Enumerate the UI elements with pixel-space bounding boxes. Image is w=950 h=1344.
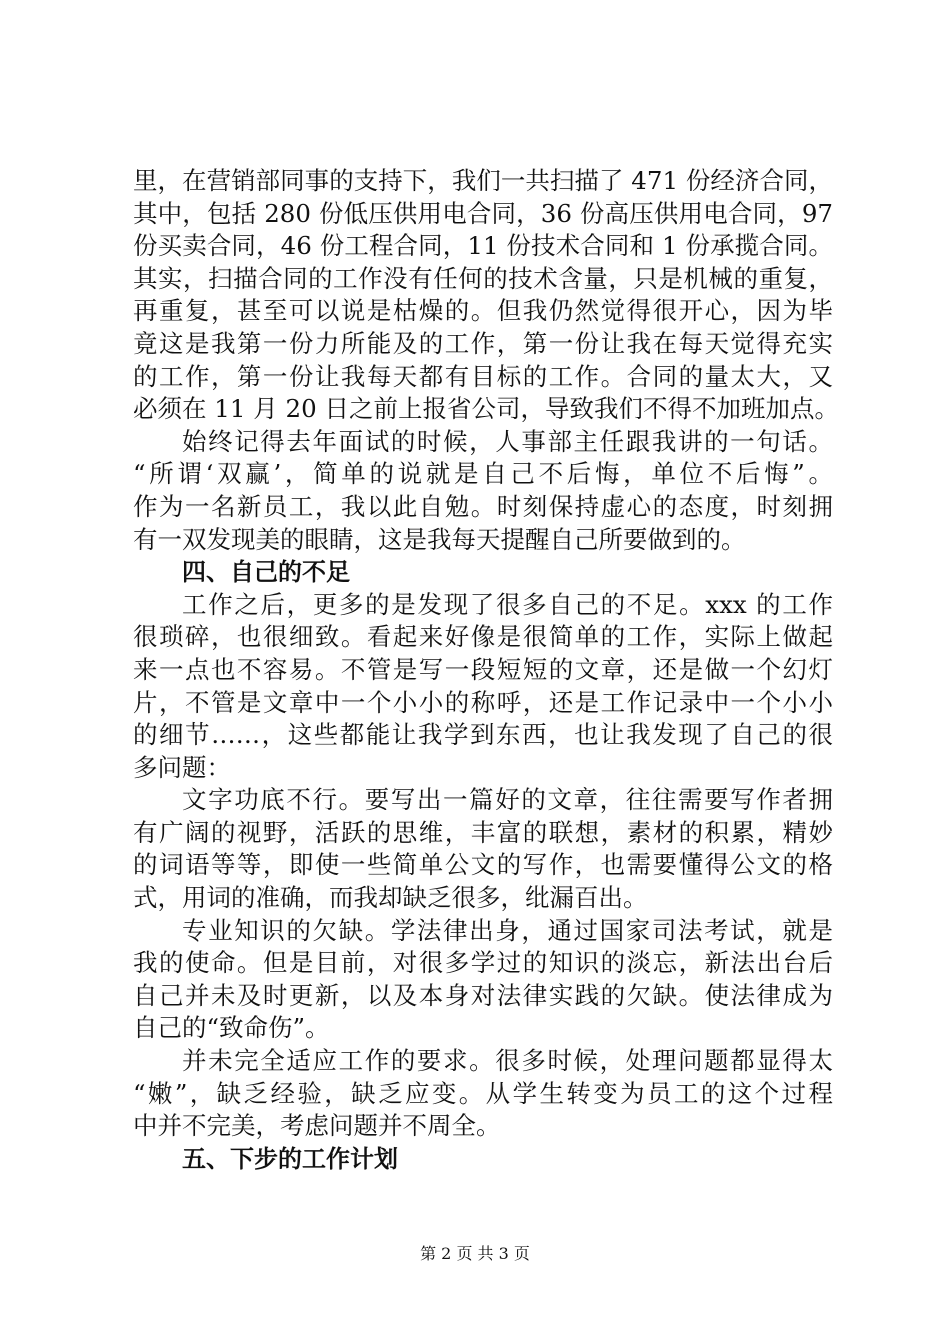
text-line: 文字功底不行。要写出一篇好的文章，往往需要写作者拥 bbox=[182, 785, 833, 815]
text-line: 其中，包括 280 份低压供用电合同，36 份高压供用电合同，97 bbox=[133, 198, 833, 228]
section-heading-shortcomings: 四、自己的不足 bbox=[182, 558, 350, 587]
text-line: 的词语等等，即使一些简单公文的写作，也需要懂得公文的格 bbox=[133, 850, 833, 880]
text-line: 很琐碎，也很细致。看起来好像是很简单的工作，实际上做起 bbox=[133, 622, 833, 652]
text-line: 有一双发现美的眼睛，这是我每天提醒自己所要做到的。 bbox=[133, 524, 746, 554]
text-line: 始终记得去年面试的时候，人事部主任跟我讲的一句话。 bbox=[182, 426, 833, 456]
section-heading-next-plan: 五、下步的工作计划 bbox=[182, 1144, 398, 1173]
text-line: 自己并未及时更新，以及本身对法律实践的欠缺。使法律成为 bbox=[133, 980, 833, 1010]
paragraph-writing-skills bbox=[133, 784, 833, 914]
text-line: 的细节……，这些都能让我学到东西，也让我发现了自己的很 bbox=[133, 720, 833, 750]
paragraph-work-adaptation bbox=[133, 1045, 833, 1143]
text-line: “所谓‘双赢’，简单的说就是自己不后悔，单位不后悔”。 bbox=[133, 459, 833, 489]
text-line: 的工作，第一份让我每天都有目标的工作。合同的量太大，又 bbox=[133, 361, 833, 391]
page-footer-page-number: 第 2 页 共 3 页 bbox=[420, 1244, 530, 1263]
paragraph-interview-memory bbox=[133, 426, 833, 556]
text-line: 份买卖合同，46 份工程合同，11 份技术合同和 1 份承揽合同。 bbox=[133, 231, 833, 261]
paragraph-shortcomings-intro bbox=[133, 589, 833, 785]
text-line: 专业知识的欠缺。学法律出身，通过国家司法考试，就是 bbox=[182, 915, 833, 945]
text-line: 必须在 11 月 20 日之前上报省公司，导致我们不得不加班加点。 bbox=[133, 394, 839, 424]
text-line: 有广阔的视野，活跃的思维，丰富的联想，素材的积累，精妙 bbox=[133, 817, 833, 847]
text-line: 里，在营销部同事的支持下，我们一共扫描了 471 份经济合同， bbox=[133, 166, 833, 195]
text-line: 自己的“致命伤”。 bbox=[133, 1013, 330, 1043]
text-line: 并未完全适应工作的要求。很多时候，处理问题都显得太 bbox=[182, 1046, 833, 1076]
text-line: 作为一名新员工，我以此自勉。时刻保持虚心的态度，时刻拥 bbox=[133, 491, 833, 521]
text-line: 中并不完美，考虑问题并不周全。 bbox=[133, 1111, 501, 1141]
document-body bbox=[133, 165, 839, 1175]
text-line: 再重复，甚至可以说是枯燥的。但我仍然觉得很开心，因为毕 bbox=[133, 296, 833, 326]
text-line: 来一点也不容易。不管是写一段短短的文章，还是做一个幻灯 bbox=[133, 654, 833, 684]
paragraph-scanning-contracts bbox=[133, 165, 839, 426]
text-line: 竟这是我第一份力所能及的工作，第一份让我在每天觉得充实 bbox=[133, 328, 833, 358]
text-line: 多问题： bbox=[133, 752, 231, 782]
paragraph-professional-knowledge bbox=[133, 915, 833, 1045]
text-line: 我的使命。但是目前，对很多学过的知识的淡忘，新法出台后 bbox=[133, 948, 833, 978]
text-line: “嫩”，缺乏经验，缺乏应变。从学生转变为员工的这个过程 bbox=[133, 1078, 833, 1108]
text-line: 式，用词的准确，而我却缺乏很多，纰漏百出。 bbox=[133, 883, 648, 913]
text-line: 其实，扫描合同的工作没有任何的技术含量，只是机械的重复， bbox=[133, 263, 833, 293]
text-line: 片，不管是文章中一个小小的称呼，还是工作记录中一个小小 bbox=[133, 687, 833, 717]
text-line: 工作之后，更多的是发现了很多自己的不足。xxx 的工作 bbox=[182, 589, 833, 619]
